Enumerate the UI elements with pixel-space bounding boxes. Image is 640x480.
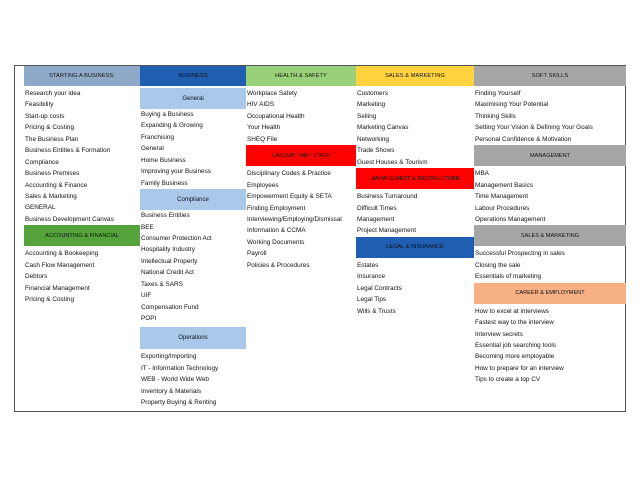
topic-link[interactable]: Successful Prospecting in sales [475,250,565,258]
topic-link[interactable]: Legal Contracts [357,284,402,292]
topic-link[interactable]: Business Development Canvas [25,215,114,223]
topic-link[interactable]: Empowerment Equity & SETA [247,193,332,201]
topic-list [246,88,356,145]
topic-link[interactable]: HIV AIDS [247,101,274,109]
topic-link[interactable]: Policies & Procedures [247,261,310,269]
topic-link[interactable]: Finding Yourself [475,90,521,97]
topic-link[interactable]: Operations Management [475,215,546,223]
topic-link[interactable]: Setting Your Vision & Defining Your Goals [475,124,593,132]
topic-link[interactable]: Business Turnaround [357,193,418,201]
topic-list [356,88,474,168]
topic-link[interactable]: Franchising [141,133,175,141]
topic-link[interactable]: Compensation Fund [141,303,199,311]
topic-link[interactable]: Compliance [25,158,59,166]
header-starting-business[interactable]: STARTING A BUSINESS: [24,66,140,86]
topic-list [474,248,626,282]
column-soft-skills [474,66,626,386]
topic-link[interactable]: Business Premises [25,170,80,178]
header-business[interactable]: BUSINESS [140,66,246,86]
topic-link[interactable]: Accounting & Finance [25,181,88,189]
topic-link[interactable]: Workplace Safety [247,90,297,97]
topic-list [140,351,246,408]
topic-link[interactable]: Taxes & SARS [141,280,183,288]
topic-link[interactable]: Employees [247,181,279,189]
topic-link[interactable]: Interview secrets [475,330,523,338]
topic-link[interactable]: Guest Houses & Tourism [357,158,428,166]
section-labour-hr-staff[interactable]: LABOUR / HR / STAFF [246,145,356,166]
topic-link[interactable]: Selling [357,112,377,120]
topic-link[interactable]: Pricing & Costing [25,296,75,303]
topic-link[interactable]: Maximising Your Potential [475,101,549,109]
subsection-general[interactable]: General [140,88,246,109]
topic-list [24,248,140,305]
section-legal-insurance[interactable]: LEGAL & INSURANCE [356,237,474,258]
topic-link[interactable]: Intellectual Property [141,257,198,265]
topic-list [140,109,246,189]
topic-link[interactable]: Occupational Health [247,112,305,120]
topic-list [474,88,626,145]
topic-list [474,168,626,225]
topic-link[interactable]: General [141,145,164,153]
topic-link[interactable]: Exporting/Importing [141,353,197,361]
topic-list [356,191,474,237]
topic-link[interactable]: IT - Information Technology [141,364,219,372]
topic-link[interactable]: Financial Management [25,284,90,292]
topic-link[interactable]: Consumer Protection Act [141,234,212,242]
topic-link[interactable]: Essential job searching tools [475,342,556,349]
topic-link[interactable]: Legal Tips [357,296,387,304]
topic-link[interactable]: POPI [141,315,157,322]
topic-link[interactable]: Cash Flow Management [25,261,95,269]
topic-link[interactable]: Marketing [357,101,386,109]
topic-link[interactable]: Sales & Marketing [25,192,77,200]
topic-link[interactable]: How to excel at interviews [475,307,549,315]
topic-list [474,306,626,386]
topic-link[interactable]: Estates [357,261,379,269]
topic-link[interactable]: Finding Employment [247,204,306,212]
column-sales-marketing [356,66,474,317]
topic-link[interactable]: Payroll [247,250,267,258]
topic-list [24,88,140,225]
topic-list [246,168,356,271]
topic-link[interactable]: Working Documents [247,238,305,246]
column-starting-business [24,66,140,305]
section-sales-marketing[interactable]: SALES & MARKETING [474,225,626,246]
column-business [140,66,246,409]
topic-link[interactable]: How to prepare for an interview [475,364,564,372]
topic-link[interactable]: GENERAL [25,204,56,212]
topic-link[interactable]: Feasibility [25,101,54,109]
subsection-compliance[interactable]: Compliance [140,189,246,210]
topic-link[interactable]: Improving your Business [141,168,211,176]
topic-link[interactable]: Information & CCMA [247,227,306,235]
topic-link[interactable]: BEE [141,223,154,231]
header-soft-skills[interactable]: SOFT SKILLS [474,66,626,86]
topic-link[interactable]: WEB - World Wide Web [141,376,209,384]
topic-link[interactable]: Your Health [247,124,281,132]
topic-link[interactable]: Thinking Skills [475,112,516,120]
topic-link[interactable]: MBA [475,170,489,178]
topic-link[interactable]: Research your idea [25,90,81,97]
topic-link[interactable]: Interviewing/Employing/Dismissal [247,215,342,223]
topic-link[interactable]: Labour Procedures [475,204,530,212]
topic-link[interactable]: SHEQ File [247,135,278,143]
topic-link[interactable]: Inventory & Materials [141,387,202,395]
topic-link[interactable]: UIF [141,292,152,300]
topic-link[interactable]: Family Business [141,179,188,187]
topic-link[interactable]: Property Buying & Renting [141,399,217,407]
topic-link[interactable]: Tips to create a top CV [475,376,541,384]
topic-link[interactable]: Trade Shows [357,147,395,155]
section-management-restructure[interactable]: MANAGEMENT & RESTRUCTURE [356,168,474,189]
topic-link[interactable]: Personal Confidence & Motivation [475,135,572,143]
subsection-operations[interactable]: Operations [140,327,246,349]
section-accounting-financial[interactable]: ACCOUNTING & FINANCIAL [24,225,140,246]
topic-link[interactable]: Networking [357,135,389,143]
topic-link[interactable]: The Business Plan [25,135,79,143]
topic-list [356,260,474,317]
topic-link[interactable]: Fastest way to the interview [475,319,554,327]
topic-link[interactable]: Hospitality Industry [141,246,195,254]
topic-link[interactable]: Business Entities & Formation [25,147,111,155]
topic-link[interactable]: Essentials of marketing [475,273,542,281]
topic-link[interactable]: Pricing & Costing [25,124,75,132]
topic-link[interactable]: Disciplinary Codes & Practice [247,170,331,178]
header-sales-marketing[interactable]: SALES & MARKETING [356,66,474,86]
section-management[interactable]: MANAGEMENT [474,145,626,166]
topic-link[interactable]: Customers [357,90,388,97]
topic-link[interactable]: Home Business [141,156,186,164]
topic-link[interactable]: Becoming more employable [475,353,555,361]
topic-link[interactable]: Debtors [25,273,48,281]
topic-link[interactable]: National Credit Act [141,269,194,277]
section-career-employment[interactable]: CAREER & EMPLOYMENT [474,283,626,304]
topic-link[interactable]: Buying a Business [141,111,194,118]
topic-link[interactable]: Accounting & Bookeeping [25,250,99,258]
topic-link[interactable]: Start-up costs [25,112,65,120]
topic-link[interactable]: Marketing Canvas [357,124,409,132]
topic-link[interactable]: Time Management [475,193,529,201]
topic-link[interactable]: Management [357,215,395,223]
topic-link[interactable]: Closing the sale [475,261,521,269]
topic-link[interactable]: Management Basics [475,181,533,189]
topic-link[interactable]: Wills & Trusts [357,307,396,315]
topic-link[interactable]: Insurance [357,273,386,281]
header-health-safety[interactable]: HEALTH & SAFETY [246,66,356,86]
topic-link[interactable]: Difficult Times [357,204,397,212]
topic-link[interactable]: Business Entities [141,212,190,220]
topic-link[interactable]: Project Management [357,227,416,235]
topic-list [140,210,246,324]
topic-link[interactable]: Expanding & Growing [141,122,203,130]
column-health-safety [246,66,356,271]
